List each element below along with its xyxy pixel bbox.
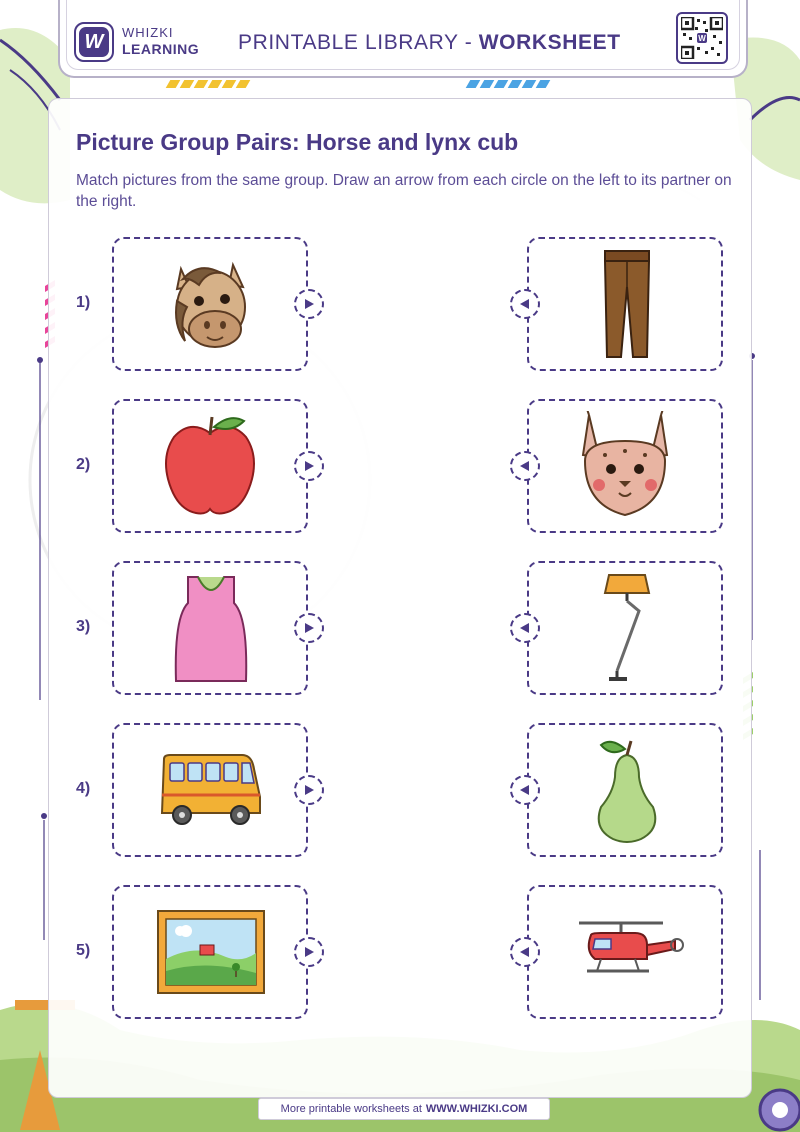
left-match-circle[interactable]	[294, 775, 324, 805]
arrow-right-icon	[303, 784, 315, 796]
left-picture-box	[112, 237, 308, 371]
row-number: 1)	[76, 294, 91, 311]
right-match-circle[interactable]	[510, 613, 540, 643]
header-title	[238, 31, 621, 55]
school-bus-icon	[156, 751, 266, 831]
brand-line1: WHIZKI	[122, 25, 174, 40]
right-picture-box	[527, 885, 723, 1019]
qr-code-icon	[676, 12, 728, 64]
landscape-painting-icon	[156, 909, 266, 995]
arrow-left-icon	[519, 946, 531, 958]
header-stripes-blue	[468, 80, 548, 88]
left-match-circle[interactable]	[294, 451, 324, 481]
arrow-right-icon	[303, 622, 315, 634]
whizki-logo-icon	[74, 22, 114, 62]
arrow-right-icon	[303, 298, 315, 310]
left-picture-box	[112, 885, 308, 1019]
worksheet-instructions: Match pictures from the same group. Draw an arrow from each circle on the left to its partner on the right.	[76, 172, 732, 210]
brand-line2: LEARNING	[122, 41, 200, 57]
arrow-right-icon	[303, 946, 315, 958]
right-picture-box	[527, 561, 723, 695]
logo-letter: W	[79, 27, 109, 57]
left-picture-box	[112, 561, 308, 695]
right-match-circle[interactable]	[510, 451, 540, 481]
footer-text: More printable worksheets at	[280, 1103, 422, 1115]
lynx-cub-face-icon	[575, 411, 675, 523]
arrow-right-icon	[303, 460, 315, 472]
header-stripes-yellow	[168, 80, 248, 88]
floor-lamp-icon	[597, 571, 657, 687]
row-number: 2)	[76, 456, 91, 473]
right-picture-box	[527, 723, 723, 857]
brand-name	[122, 24, 199, 58]
arrow-left-icon	[519, 298, 531, 310]
left-match-circle[interactable]	[294, 289, 324, 319]
right-match-circle[interactable]	[510, 775, 540, 805]
red-helicopter-icon	[571, 915, 685, 987]
pink-tank-top-icon	[168, 573, 254, 687]
right-match-circle[interactable]	[510, 289, 540, 319]
right-picture-box	[527, 399, 723, 533]
arrow-left-icon	[519, 460, 531, 472]
arrow-left-icon	[519, 622, 531, 634]
brown-trousers-icon	[589, 247, 665, 363]
row-number: 5)	[76, 942, 91, 959]
row-number: 3)	[76, 618, 91, 635]
left-match-circle[interactable]	[294, 613, 324, 643]
left-picture-box	[112, 399, 308, 533]
footer-link[interactable]: WWW.WHIZKI.COM	[425, 1103, 528, 1115]
right-picture-box	[527, 237, 723, 371]
qr-code-graphic	[681, 17, 723, 59]
right-match-circle[interactable]	[510, 937, 540, 967]
qr-center-letter: W	[698, 34, 706, 43]
horse-face-icon	[159, 251, 263, 355]
header-title-regular: PRINTABLE LIBRARY -	[238, 31, 479, 54]
row-number: 4)	[76, 780, 91, 797]
footer-banner	[258, 1098, 550, 1120]
left-match-circle[interactable]	[294, 937, 324, 967]
arrow-left-icon	[519, 784, 531, 796]
header-title-bold: WORKSHEET	[478, 31, 621, 54]
green-pear-icon	[587, 737, 667, 845]
worksheet-title: Picture Group Pairs: Horse and lynx cub	[76, 129, 519, 155]
red-apple-icon	[160, 413, 260, 521]
left-picture-box	[112, 723, 308, 857]
